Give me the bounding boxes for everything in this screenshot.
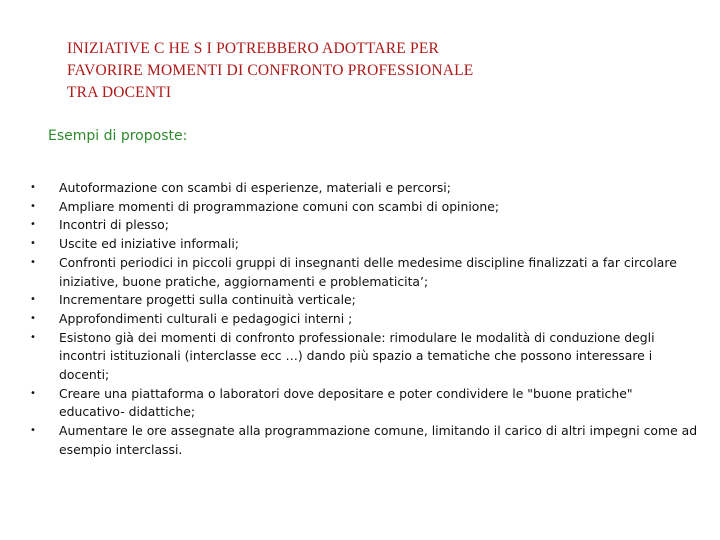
list-item xyxy=(30,422,700,459)
bullet-icon: • xyxy=(30,425,36,437)
list-item xyxy=(30,198,700,217)
list-item-text: Incontri di plesso; xyxy=(59,217,169,233)
section-subtitle: Esempi di proposte: xyxy=(48,128,188,144)
list-item-text: Confronti periodici in piccoli gruppi di insegnanti delle medesime discipline finalizzati a far circolare iniziative, buone pratiche, aggiornamenti e problematicita’; xyxy=(59,254,677,289)
bullet-icon: • xyxy=(30,256,36,268)
bullet-icon: • xyxy=(30,331,36,343)
list-item-text: Creare una piattaforma o laboratori dove depositare e poter condividere le "buone pratiche" educativo- didattiche; xyxy=(59,385,633,420)
title-line-1: INIZIATIVE C HE S I POTREBBERO ADOTTARE PER xyxy=(67,40,440,57)
title-line-3: TRA DOCENTI xyxy=(67,84,172,101)
bullet-icon: • xyxy=(30,219,36,231)
list-item xyxy=(30,385,700,422)
list-item xyxy=(30,310,700,329)
list-item-text: Approfondimenti culturali e pedagogici interni ; xyxy=(59,310,353,326)
bullet-icon: • xyxy=(30,294,36,306)
list-item-text: Autoformazione con scambi di esperienze, materiali e percorsi; xyxy=(59,180,451,195)
bullet-icon: • xyxy=(30,200,36,212)
proposal-list xyxy=(30,179,700,460)
list-item xyxy=(30,235,700,254)
bullet-icon: • xyxy=(30,238,36,250)
list-item-text: Uscite ed iniziative informali; xyxy=(59,236,239,252)
page-title xyxy=(67,38,687,104)
list-item xyxy=(30,291,700,310)
title-line-2: FAVORIRE MOMENTI DI CONFRONTO PROFESSIONALE xyxy=(67,62,474,79)
list-item xyxy=(30,216,700,235)
list-item xyxy=(30,254,700,291)
bullet-icon: • xyxy=(30,312,36,324)
bullet-icon: • xyxy=(30,387,36,399)
bullet-icon: • xyxy=(30,182,36,193)
list-item-text: Esistono già dei momenti di confronto professionale: rimodulare le modalità di conduzione degli incontri istituzionali (interclasse ecc …) dando più spazio a tematiche che possono interessare i docenti; xyxy=(59,329,655,383)
list-item xyxy=(30,179,700,198)
list-item-text: Incrementare progetti sulla continuità verticale; xyxy=(59,292,356,308)
list-item-text: Aumentare le ore assegnate alla programmazione comune, limitando il carico di altri impegni come ad esempio interclassi. xyxy=(59,423,698,457)
list-item-text: Ampliare momenti di programmazione comuni con scambi di opinione; xyxy=(59,198,500,214)
list-item xyxy=(30,329,700,385)
